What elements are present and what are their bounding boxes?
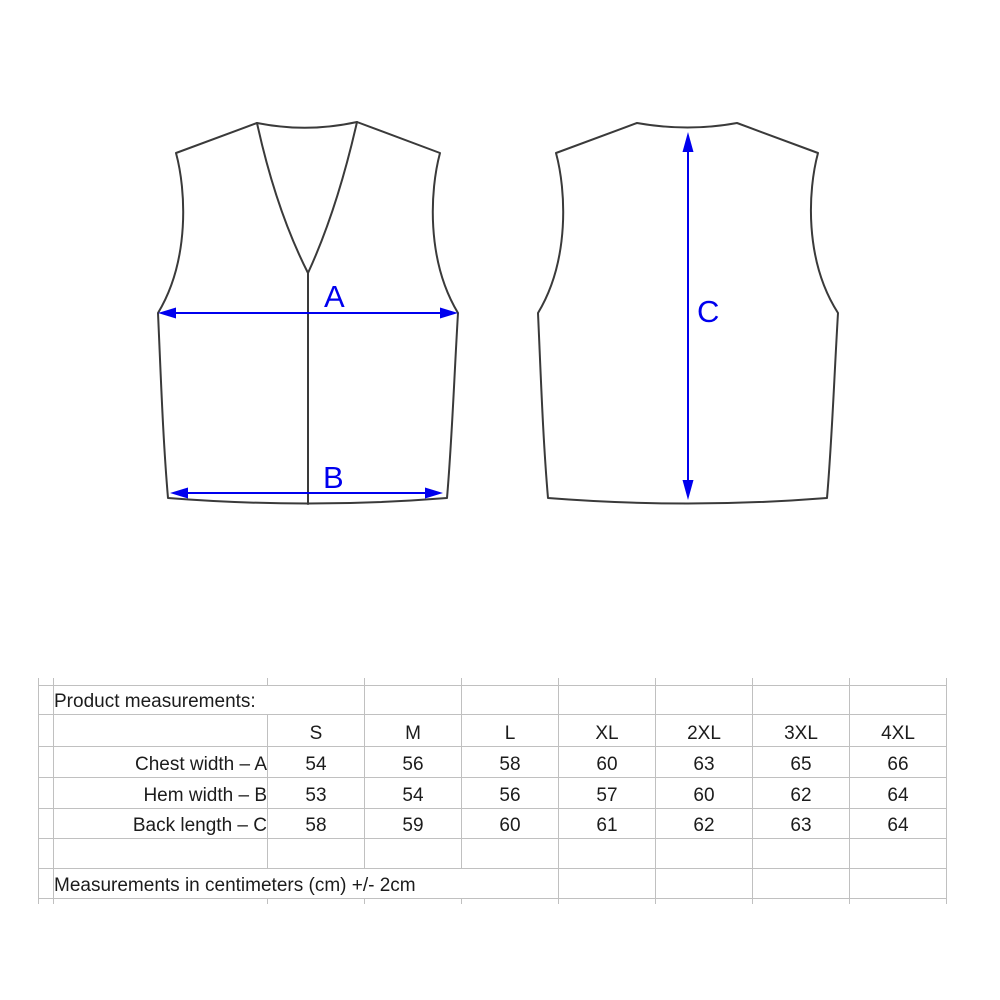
table-note: Measurements in centimeters (cm) +/- 2cm bbox=[54, 868, 559, 898]
value-cell: 64 bbox=[850, 777, 947, 808]
value-cell: 65 bbox=[753, 746, 850, 777]
size-header-l: L bbox=[462, 714, 559, 746]
value-cell: 58 bbox=[268, 808, 365, 838]
table-row-sizes bbox=[39, 714, 947, 746]
size-header-3xl: 3XL bbox=[753, 714, 850, 746]
value-cell: 63 bbox=[753, 808, 850, 838]
table-row-back-length bbox=[39, 808, 947, 838]
table-row-cropped-bottom bbox=[39, 898, 947, 904]
measurement-label-b: B bbox=[323, 460, 344, 495]
value-cell: 66 bbox=[850, 746, 947, 777]
row-label-back-length: Back length – C bbox=[54, 808, 268, 838]
table-row-title bbox=[39, 685, 947, 714]
row-label-chest-width: Chest width – A bbox=[54, 746, 268, 777]
size-header-xl: XL bbox=[559, 714, 656, 746]
value-cell: 60 bbox=[656, 777, 753, 808]
table-row-empty bbox=[39, 838, 947, 868]
size-header-2xl: 2XL bbox=[656, 714, 753, 746]
value-cell: 56 bbox=[365, 746, 462, 777]
value-cell: 57 bbox=[559, 777, 656, 808]
table-row-cropped-top bbox=[39, 678, 947, 685]
value-cell: 53 bbox=[268, 777, 365, 808]
value-cell: 54 bbox=[268, 746, 365, 777]
table-title: Product measurements: bbox=[54, 685, 365, 714]
size-header-4xl: 4XL bbox=[850, 714, 947, 746]
value-cell: 62 bbox=[753, 777, 850, 808]
measurements-table bbox=[38, 678, 947, 904]
value-cell: 63 bbox=[656, 746, 753, 777]
value-cell: 61 bbox=[559, 808, 656, 838]
table-row-chest-width bbox=[39, 746, 947, 777]
row-label-hem-width: Hem width – B bbox=[54, 777, 268, 808]
size-header-m: M bbox=[365, 714, 462, 746]
table-row-hem-width bbox=[39, 777, 947, 808]
size-header-s: S bbox=[268, 714, 365, 746]
measurement-label-a: A bbox=[324, 279, 345, 314]
value-cell: 58 bbox=[462, 746, 559, 777]
value-cell: 54 bbox=[365, 777, 462, 808]
value-cell: 64 bbox=[850, 808, 947, 838]
value-cell: 59 bbox=[365, 808, 462, 838]
value-cell: 60 bbox=[462, 808, 559, 838]
value-cell: 60 bbox=[559, 746, 656, 777]
measurement-label-c: C bbox=[697, 294, 720, 329]
value-cell: 62 bbox=[656, 808, 753, 838]
table-row-note bbox=[39, 868, 947, 898]
value-cell: 56 bbox=[462, 777, 559, 808]
